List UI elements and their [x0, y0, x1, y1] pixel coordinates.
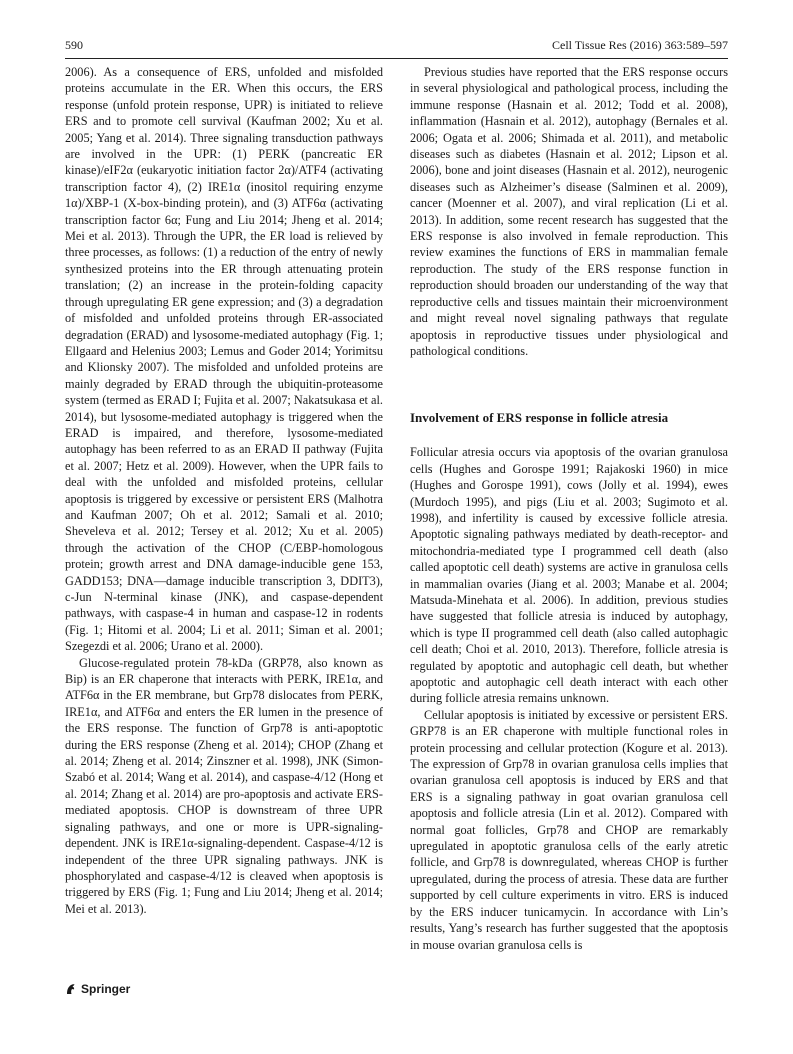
page-number: 590	[65, 38, 83, 52]
left-paragraph-2: Glucose-regulated protein 78-kDa (GRP78, also known as Bip) is an ER chaperone that interacts with PERK, IRE1α, and ATF6α in the ER membrane, but Grp78 dislocates from PERK, IRE1α, and ATF6α and enters the ER lumen in the presence of the ERS response. The function of Grp78 is anti-apoptotic during the ERS response (Zheng et al. 2014); CHOP (Zhang et al. 2014; Zheng et al. 2014; Zinszner et al. 1998), JNK (Simon-Szabó et al. 2014; Wang et al. 2014), and caspase-4/12 (Hong et al. 2014; Zhang et al. 2014) are pro-apoptosis and activate ERS-mediated apoptosis. CHOP is downstream of three UPR signaling pathways, and one or more is UPR-signaling-dependent. JNK is IRE1α-signaling-dependent. Caspase-4/12 is independent of the three UPR signaling pathways. JNK is phosphorylated and caspase-4/12 is cleaved when apoptosis is triggered by ERS (Fig. 1; Fung and Liu 2014; Jheng et al. 2014; Mei et al. 2013).	[65, 655, 383, 916]
section-heading: Involvement of ERS response in follicle atresia	[410, 410, 669, 426]
right-paragraph-3: Cellular apoptosis is initiated by excessive or persistent ERS. GRP78 is an ER chaperone with multiple functional roles in protein processing and cellular protection (Kogure et al. 2013). The expression of Grp78 in ovarian granulosa cells implies that ovarian granulosa cell apoptosis is induced by ERS and that ERS is a signaling pathway in goat ovarian granulosa cell apoptosis and follicle atresia (Lin et al. 2012). Compared with normal goat follicles, Grp78 and CHOP are remarkably upregulated in apoptotic granulosa cells of the early atretic follicle, and Grp78 is downregulated, whereas CHOP is further upregulated, during the process of atresia. These data are further supported by cell culture experiments in vitro. ERS is induced by the ERS inducer tunicamycin. In accordance with Lin’s results, Yang’s research has further suggested that the apoptosis in mouse ovarian granulosa cells is	[410, 707, 728, 952]
left-column	[65, 64, 383, 917]
springer-horse-icon	[65, 983, 77, 995]
header-rule	[65, 58, 728, 59]
right-column	[410, 64, 728, 953]
publisher-footer	[65, 982, 130, 996]
right-paragraph-2: Follicular atresia occurs via apoptosis of the ovarian granulosa cells (Hughes and Gorospe 1991; Rajakoski 1960) in mice (Hughes and Gorospe 1991), cows (Jolly et al. 1994), ewes (Murdoch 1995), and pigs (Liu et al. 2003; Sugimoto et al. 1998), and infertility is caused by excessive follicle atresia. Apoptotic signaling pathways mediated by death-receptor- and mitochondria-mediated type I programmed cell death (also called apoptotic cell death) systems are active in granulosa cells in mammalian ovaries (Jiang et al. 2003; Manabe et al. 2004; Matsuda-Minehata et al. 2006). In addition, previous studies have suggested that follicle atresia is induced by autophagy, which is type II programmed cell death (also called autophagic cell death; Choi et al. 2010, 2013). Therefore, follicle atresia is regulated by apoptotic and autophagic cell death, but whether apoptotic and autophagic cell death interact with each other during follicle atresia remains unknown.	[410, 445, 728, 706]
publisher-name: Springer	[81, 982, 131, 996]
right-paragraph-1: Previous studies have reported that the ERS response occurs in several physiological and pathological process, including the immune response (Hasnain et al. 2012; Todd et al. 2008), inflammation (Hasnain et al. 2012), autophagy (Bernales et al. 2006; Ogata et al. 2006; Shimada et al. 2011), and metabolic diseases such as diabetes (Hasnain et al. 2012; Lipson et al. 2006), bone and joint diseases (Hasnain et al. 2012), neurogenic diseases such as Alzheimer’s disease (Salminen et al. 2009), cancer (Moenner et al. 2007), and viral replication (Li et al. 2013). In addition, some recent research has suggested that the ERS response is also involved in female reproduction. This review examines the functions of ERS in mammalian female reproduction. The study of the ERS response function in reproduction should broaden our understanding of the way that reproductive cells and tissues maintain their microenvironment and might reveal novel signaling pathways that regulate apoptosis in reproductive tissues under physiological and pathological conditions.	[410, 65, 728, 358]
running-header-journal: Cell Tissue Res (2016) 363:589–597	[551, 38, 728, 52]
left-paragraph-1: 2006). As a consequence of ERS, unfolded and misfolded proteins accumulate in the ER. When this occurs, the ERS response (unfold protein response, UPR) is initiated to relieve ERS and to promote cell survival (Kaufman 2002; Xu et al. 2005; Yang et al. 2014). Three signaling transduction pathways are involved in the UPR: (1) PERK (pancreatic ER kinase)/eIF2α (eukaryotic initiation factor 2α)/ATF4 (activating transcription factor 4), (2) IRE1α (inositol requiring enzyme 1α)/XBP-1 (X-box-binding protein), and (3) ATF6α (activating transcription factor 6α; Fung and Liu 2014; Jheng et al. 2014; Mei et al. 2013). Through the UPR, the ER load is relieved by three processes, as follows: (1) a reduction of the entry of newly synthesized proteins into the ER through attenuating protein translation; (2) an increase in the protein-folding capacity through upregulating ER gene expression; and (3) a degradation of misfolded and unfolded proteins through ER-associated degradation (ERAD) and lysosome-mediated autophagy (Fig. 1; Ellgaard and Helenius 2003; Lemus and Goder 2014; Yorimitsu and Klionsky 2007). The misfolded and unfolded proteins are mainly degraded by ERAD through the ubiquitin-proteasome system (termed as ERAD I; Fujita et al. 2007; Nakatsukasa et al. 2014), but lysosome-mediated autophagy is triggered when the ERAD is impaired, and therefore, lysosome-mediated autophagy has been referred to as an ERAD II pathway (Fujita et al. 2007; Hetz et al. 2009). However, when the UPR fails to deal with the unfolded and misfolded proteins, cellular apoptosis is triggered by excessive or persistent ERS (Malhotra and Kaufman 2007; Oh et al. 2012; Samali et al. 2010; Sheveleva et al. 2012; Tersey et al. 2012; Xu et al. 2005) through the activation of the CHOP (C/EBP-homologous protein; growth arrest and DNA damage-inducible gene 153, GADD153; DNA—damage inducible transcription 3, DDIT3), c-Jun N-terminal kinase (JNK), and caspase-dependent pathways, with caspase-4 in human and caspase-12 in rodents (Fig. 1; Hitomi et al. 2004; Li et al. 2011; Siman et al. 2001; Szegezdi et al. 2006; Urano et al. 2000).	[65, 65, 383, 654]
